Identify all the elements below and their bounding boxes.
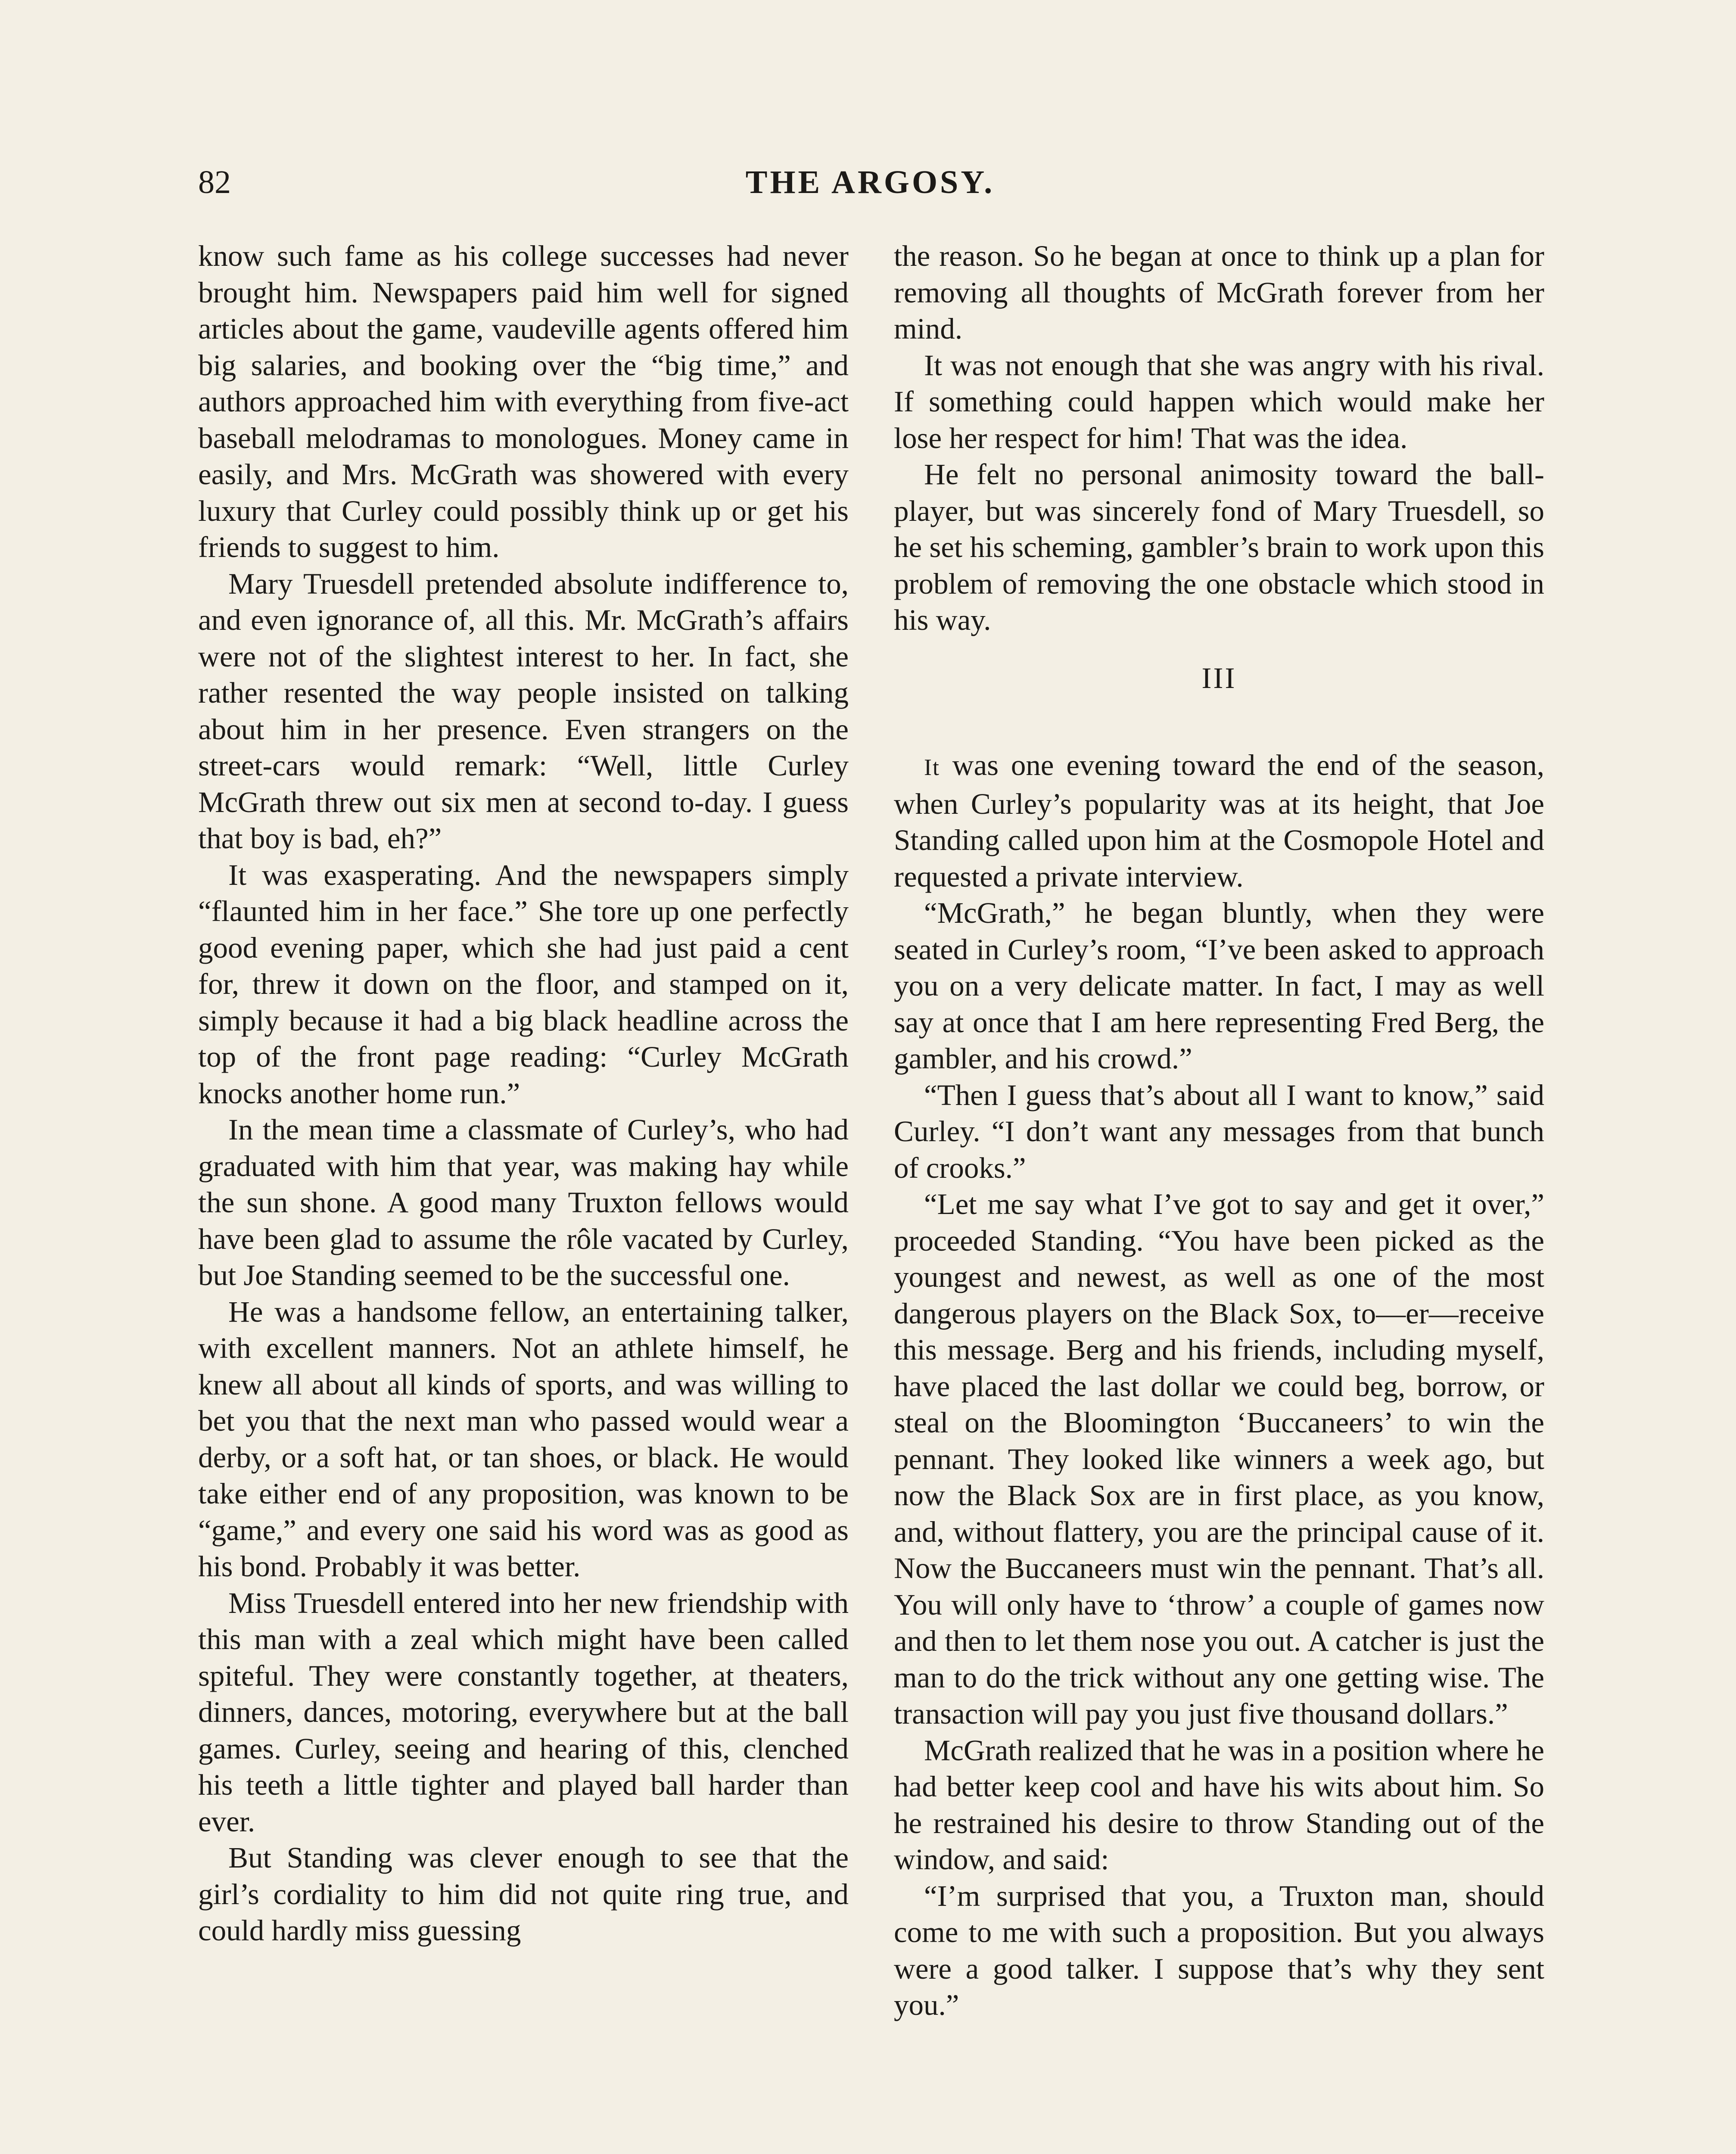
page-header	[198, 162, 1542, 209]
paragraph: “Then I guess that’s about all I want to know,” said Curley. “I don’t want any messages from that bunch of crooks.”	[894, 1078, 1544, 1184]
paragraph: It was not enough that she was angry with his rival. If something could happen which would make her lose her respect for him! That was the idea.	[894, 349, 1544, 454]
paragraph: In the mean time a classmate of Curley’s, who had graduated with him that year, was making hay while the sun shone. A good many Truxton fellows would have been glad to assume the rôle vacated by Curley, but Joe Standing seemed to be the successful one.	[198, 1113, 849, 1292]
section-heading: III	[1201, 661, 1237, 694]
paragraph: It was exasperating. And the newspapers simply “flaunted him in her face.” She tore up one perfectly good evening paper, which she had just paid a cent for, threw it down on the floor, and stamped on it, simply because it had a big black headline across the top of the front page reading: “Curley McGrath knocks another home run.”	[198, 858, 849, 1110]
left-column	[198, 238, 849, 1949]
section-opening-paragraph	[894, 747, 1544, 895]
paragraph: “Let me say what I’ve got to say and get it over,” proceeded Standing. “You have been picked as the youngest and newest, as well as one of the most dangerous players on the Black Sox, to—er—receive this message. Berg and his friends, including myself, have placed the last dollar we could beg, borrow, or steal on the Bloomington ‘Buccaneers’ to win the pennant. They looked like winners a week ago, but now the Black Sox are in first place, as you know, and, without flattery, you are the principal cause of it. Now the Buccaneers must win the pennant. That’s all. You will only have to ‘throw’ a couple of games now and then to let them nose you out. A catcher is just the man to do the trick without any one getting wise. The transaction will pay you just five thousand dollars.”	[894, 1188, 1544, 1730]
paragraph: But Standing was clever enough to see that the girl’s cordiality to him did not quite ring true, and could hardly miss guessing	[198, 1841, 849, 1947]
paragraph: Mary Truesdell pretended absolute indifference to, and even ignorance of, all this. Mr. McGrath’s affairs were not of the slightest interest to her. In fact, she rather resented the way people insisted on talking about him in her presence. Even strangers on the street-cars would remark: “Well, little Curley McGrath threw out six men at second to-day. I guess that boy is bad, eh?”	[198, 567, 849, 855]
paragraph: McGrath realized that he was in a position where he had better keep cool and have his wits about him. So he restrained his desire to throw Standing out of the window, and said:	[894, 1734, 1544, 1876]
paragraph: know such fame as his college successes had never brought him. Newspapers paid him well for signed articles about the game, vaudeville agents offered him big salaries, and booking over the “big time,” and authors approached him with everything from five-act baseball melodramas to monologues. Money came in easily, and Mrs. McGrath was showered with every luxury that Curley could possibly think up or get his friends to suggest to him.	[198, 240, 849, 563]
paragraph: Miss Truesdell entered into her new friendship with this man with a zeal which might have been called spiteful. They were constantly together, at theaters, dinners, dances, motoring, everywhere but at the ball games. Curley, seeing and hearing of this, clenched his teeth a little tighter and played ball harder than ever.	[198, 1586, 849, 1838]
section-opening-word: It	[924, 754, 940, 780]
paragraph: He felt no personal animosity toward the ball-player, but was sincerely fond of Mary Truesdell, so he set his scheming, gambler’s brain to work upon this problem of removing the one obstacle which stood in his way.	[894, 458, 1544, 636]
section-opening-text: was one evening toward the end of the season, when Curley’s popularity was at its height, that Joe Standing called upon him at the Cosmopole Hotel and requested a private interview.	[894, 749, 1544, 893]
paragraph: “McGrath,” he began bluntly, when they were seated in Curley’s room, “I’ve been asked to approach you on a very delicate matter. In fact, I may as well say at once that I am here representing Fred Berg, the gambler, and his crowd.”	[894, 896, 1544, 1075]
paragraph: He was a handsome fellow, an entertaining talker, with excellent manners. Not an athlete himself, he knew all about all kinds of sports, and was willing to bet you that the next man who passed would wear a derby, or a soft hat, or tan shoes, or black. He would take either end of any proposition, was known to be “game,” and every one said his word was as good as his bond. Probably it was better.	[198, 1295, 849, 1583]
paragraph: the reason. So he began at once to think up a plan for removing all thoughts of McGrath forever from her mind.	[894, 240, 1544, 345]
paragraph: “I’m surprised that you, a Truxton man, should come to me with such a proposition. But you always were a good talker. I suppose that’s why they sent you.”	[894, 1879, 1544, 2021]
right-column	[894, 238, 1544, 2023]
running-title: THE ARGOSY.	[745, 164, 995, 200]
page-number: 82	[198, 164, 231, 200]
